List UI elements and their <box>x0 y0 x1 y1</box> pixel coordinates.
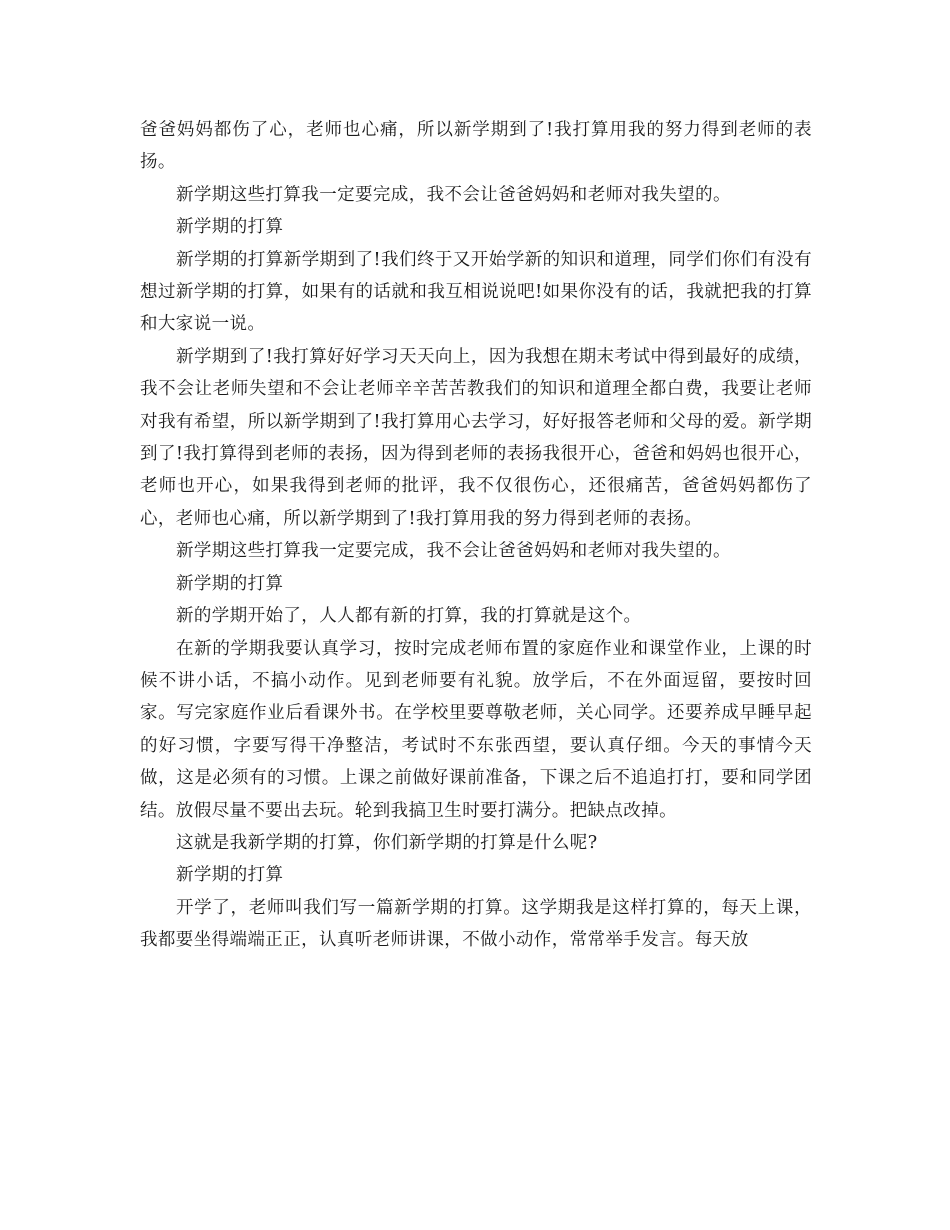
paragraph: 新学期这些打算我一定要完成，我不会让爸爸妈妈和老师对我失望的。 <box>176 184 731 205</box>
paragraph-continuation: 爸爸妈妈都伤了心，老师也心痛，所以新学期到了!我打算用我的努力得到老师的表扬。 <box>140 120 812 173</box>
section-heading: 新学期的打算 <box>176 865 284 886</box>
paragraph: 新学期到了!我打算好好学习天天向上，因为我想在期末考试中得到最好的成绩，我不会让老师失望和不会让老师辛辛苦苦教我们的知识和道理全都白费，我要让老师对我有希望，所以新学期到了!我打算用心去学习，好好报答老师和父母的爱。新学期到了!我打算得到老师的表扬，因为得到老师的表扬我很开心，爸爸和妈妈也很开心，老师也开心，如果我得到老师的批评，我不仅很伤心，还很痛苦，爸爸妈妈都伤了心，老师也心痛，所以新学期到了!我打算用我的努力得到老师的表扬。 <box>140 346 812 529</box>
document-body <box>140 114 812 957</box>
paragraph: 新学期的打算新学期到了!我们终于又开始学新的知识和道理，同学们你们有没有想过新学期的打算，如果有的话就和我互相说说吧!如果你没有的话，我就把我的打算和大家说一说。 <box>140 249 812 335</box>
section-heading: 新学期的打算 <box>176 217 284 238</box>
paragraph: 在新的学期我要认真学习，按时完成老师布置的家庭作业和课堂作业，上课的时候不讲小话，不搞小动作。见到老师要有礼貌。放学后，不在外面逗留，要按时回家。写完家庭作业后看课外书。在学校里要尊敬老师，关心同学。还要养成早睡早起的好习惯，字要写得干净整洁，考试时不东张西望，要认真仔细。今天的事情今天做，这是必须有的习惯。上课之前做好课前准备，下课之后不追追打打，要和同学团结。放假尽量不要出去玩。轮到我搞卫生时要打满分。把缺点改掉。 <box>140 638 812 821</box>
section-heading: 新学期的打算 <box>176 573 284 594</box>
paragraph: 新的学期开始了，人人都有新的打算，我的打算就是这个。 <box>176 606 642 627</box>
paragraph: 这就是我新学期的打算，你们新学期的打算是什么呢? <box>176 832 598 853</box>
paragraph: 开学了，老师叫我们写一篇新学期的打算。这学期我是这样打算的，每天上课，我都要坐得端端正正，认真听老师讲课，不做小动作，常常举手发言。每天放 <box>140 897 812 951</box>
paragraph: 新学期这些打算我一定要完成，我不会让爸爸妈妈和老师对我失望的。 <box>176 541 731 562</box>
